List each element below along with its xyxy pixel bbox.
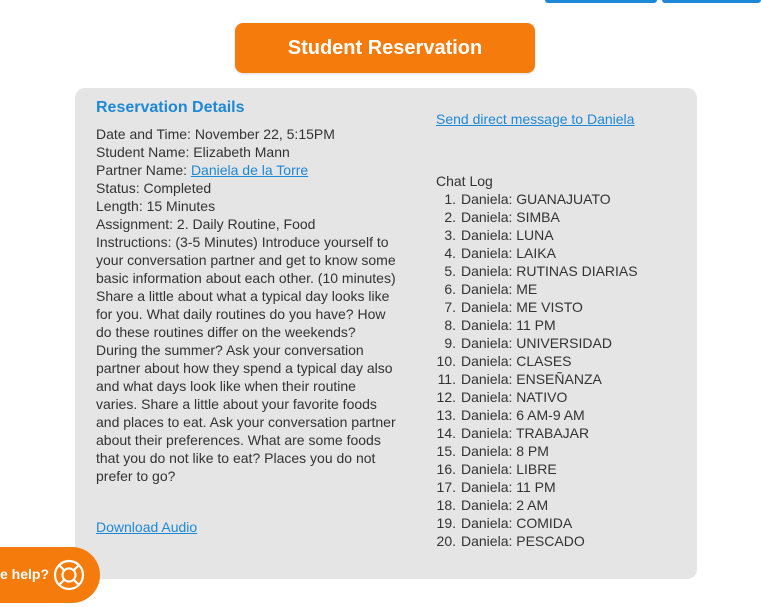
chat-log-number: 6. <box>444 281 456 297</box>
chat-log-item <box>436 406 686 424</box>
chat-log-number: 7. <box>444 299 456 315</box>
chat-log-item <box>436 298 686 316</box>
partner-name-link[interactable]: Daniela de la Torre <box>190 162 309 178</box>
title-label: Student Reservation <box>287 36 483 59</box>
download-audio-link[interactable]: Download Audio <box>96 519 198 535</box>
chat-log-text: Daniela: ME VISTO <box>461 299 583 315</box>
chat-log-text: Daniela: 2 AM <box>461 497 549 513</box>
chat-log-item <box>436 424 686 442</box>
instructions: Instructions: (3-5 Minutes) Introduce yourself to your conversation partner and get to know some basic information about each other. (10 minutes) Share a little about what a typical day looks like for you. What daily routines do you have? How do these routines differ on the weekends? During the summer? Ask your conversation partner about how they spend a typical day also and what days look like when their routine varies. Share a little about your favorite foods and places to eat. Ask your conversation partner about their preferences. What are some foods that you do not like to eat? Places you do not prefer to go? <box>96 234 396 484</box>
section-title: Reservation Details <box>96 99 245 116</box>
chat-log-text: Daniela: NATIVO <box>461 389 568 405</box>
chat-log-item <box>436 460 686 478</box>
chat-log-list <box>436 190 686 550</box>
top-nav-tab-1[interactable] <box>545 0 657 3</box>
chat-log-text: Daniela: LUNA <box>461 227 554 243</box>
date-time: Date and Time: November 22, 5:15PM <box>96 126 335 142</box>
lifebuoy-icon <box>52 558 86 592</box>
chat-log-item <box>436 262 686 280</box>
chat-log-item <box>436 478 686 496</box>
chat-log-item <box>436 316 686 334</box>
chat-log-text: Daniela: PESCADO <box>461 533 585 549</box>
partner-label: Partner Name: <box>96 162 191 178</box>
student-name: Student Name: Elizabeth Mann <box>96 144 290 160</box>
chat-log-item <box>436 442 686 460</box>
help-label: e help? <box>0 566 50 582</box>
chat-log-text: Daniela: 11 PM <box>461 479 556 495</box>
reservation-panel <box>75 88 697 579</box>
chat-log-item <box>436 514 686 532</box>
chat-log-text: Daniela: SIMBA <box>461 209 560 225</box>
chat-log-number: 12. <box>436 389 456 405</box>
chat-log-text: Daniela: 6 AM-9 AM <box>461 407 585 423</box>
length: Length: 15 Minutes <box>96 198 216 214</box>
chat-log-number: 9. <box>444 335 456 351</box>
chat-log-item <box>436 352 686 370</box>
chat-log-number: 11. <box>437 371 456 387</box>
chat-log-text: Daniela: COMIDA <box>461 515 573 531</box>
assignment: Assignment: 2. Daily Routine, Food <box>96 216 316 232</box>
chat-log-text: Daniela: UNIVERSIDAD <box>461 335 612 351</box>
chat-log-text: Daniela: 11 PM <box>461 317 556 333</box>
chat-log-text: Daniela: CLASES <box>461 353 572 369</box>
chat-log-item <box>436 208 686 226</box>
partner-name-row <box>96 161 396 179</box>
chat-log-number: 19. <box>436 515 456 531</box>
chat-log-text: Daniela: ENSEÑANZA <box>461 371 602 387</box>
reservation-details <box>96 98 396 485</box>
chat-log-number: 17. <box>436 479 456 495</box>
chat-log-item <box>436 532 686 550</box>
chat-log-item <box>436 226 686 244</box>
chat-log-text: Daniela: GUANAJUATO <box>461 191 611 207</box>
top-nav-tab-2[interactable] <box>662 0 761 3</box>
student-reservation-title-button[interactable] <box>235 23 535 73</box>
chat-log-number: 15. <box>436 443 456 459</box>
chat-log-text: Daniela: ME <box>461 281 538 297</box>
help-button[interactable] <box>0 547 100 603</box>
chat-log-number: 5. <box>444 263 456 279</box>
messages-column <box>436 110 686 550</box>
chat-log-number: 18. <box>436 497 456 513</box>
chat-log-item <box>436 244 686 262</box>
chat-log-item <box>436 280 686 298</box>
chat-log-number: 14. <box>436 425 456 441</box>
send-message-row <box>436 110 686 128</box>
chat-log-text: Daniela: 8 PM <box>461 443 549 459</box>
chat-log-number: 3. <box>444 227 456 243</box>
chat-log-item <box>436 334 686 352</box>
chat-log-number: 4. <box>444 245 456 261</box>
chat-log-number: 8. <box>444 317 456 333</box>
chat-log-text: Daniela: TRABAJAR <box>461 425 590 441</box>
download-audio-row <box>96 518 197 536</box>
chat-log-number: 2. <box>444 209 456 225</box>
chat-log-number: 13. <box>436 407 456 423</box>
chat-log-number: 20. <box>436 533 456 549</box>
chat-log-item <box>436 370 686 388</box>
chat-log-item <box>436 190 686 208</box>
chat-log-item <box>436 388 686 406</box>
chat-log-text: Daniela: RUTINAS DIARIAS <box>461 263 638 279</box>
chat-log-label: Chat Log <box>436 173 493 189</box>
chat-log-number: 1. <box>444 191 456 207</box>
chat-log-text: Daniela: LAIKA <box>461 245 556 261</box>
send-message-link[interactable]: Send direct message to Daniela <box>436 111 635 127</box>
chat-log-number: 16. <box>436 461 456 477</box>
status: Status: Completed <box>96 180 212 196</box>
chat-log-item <box>436 496 686 514</box>
chat-log-number: 10. <box>436 353 456 369</box>
chat-log-text: Daniela: LIBRE <box>461 461 557 477</box>
